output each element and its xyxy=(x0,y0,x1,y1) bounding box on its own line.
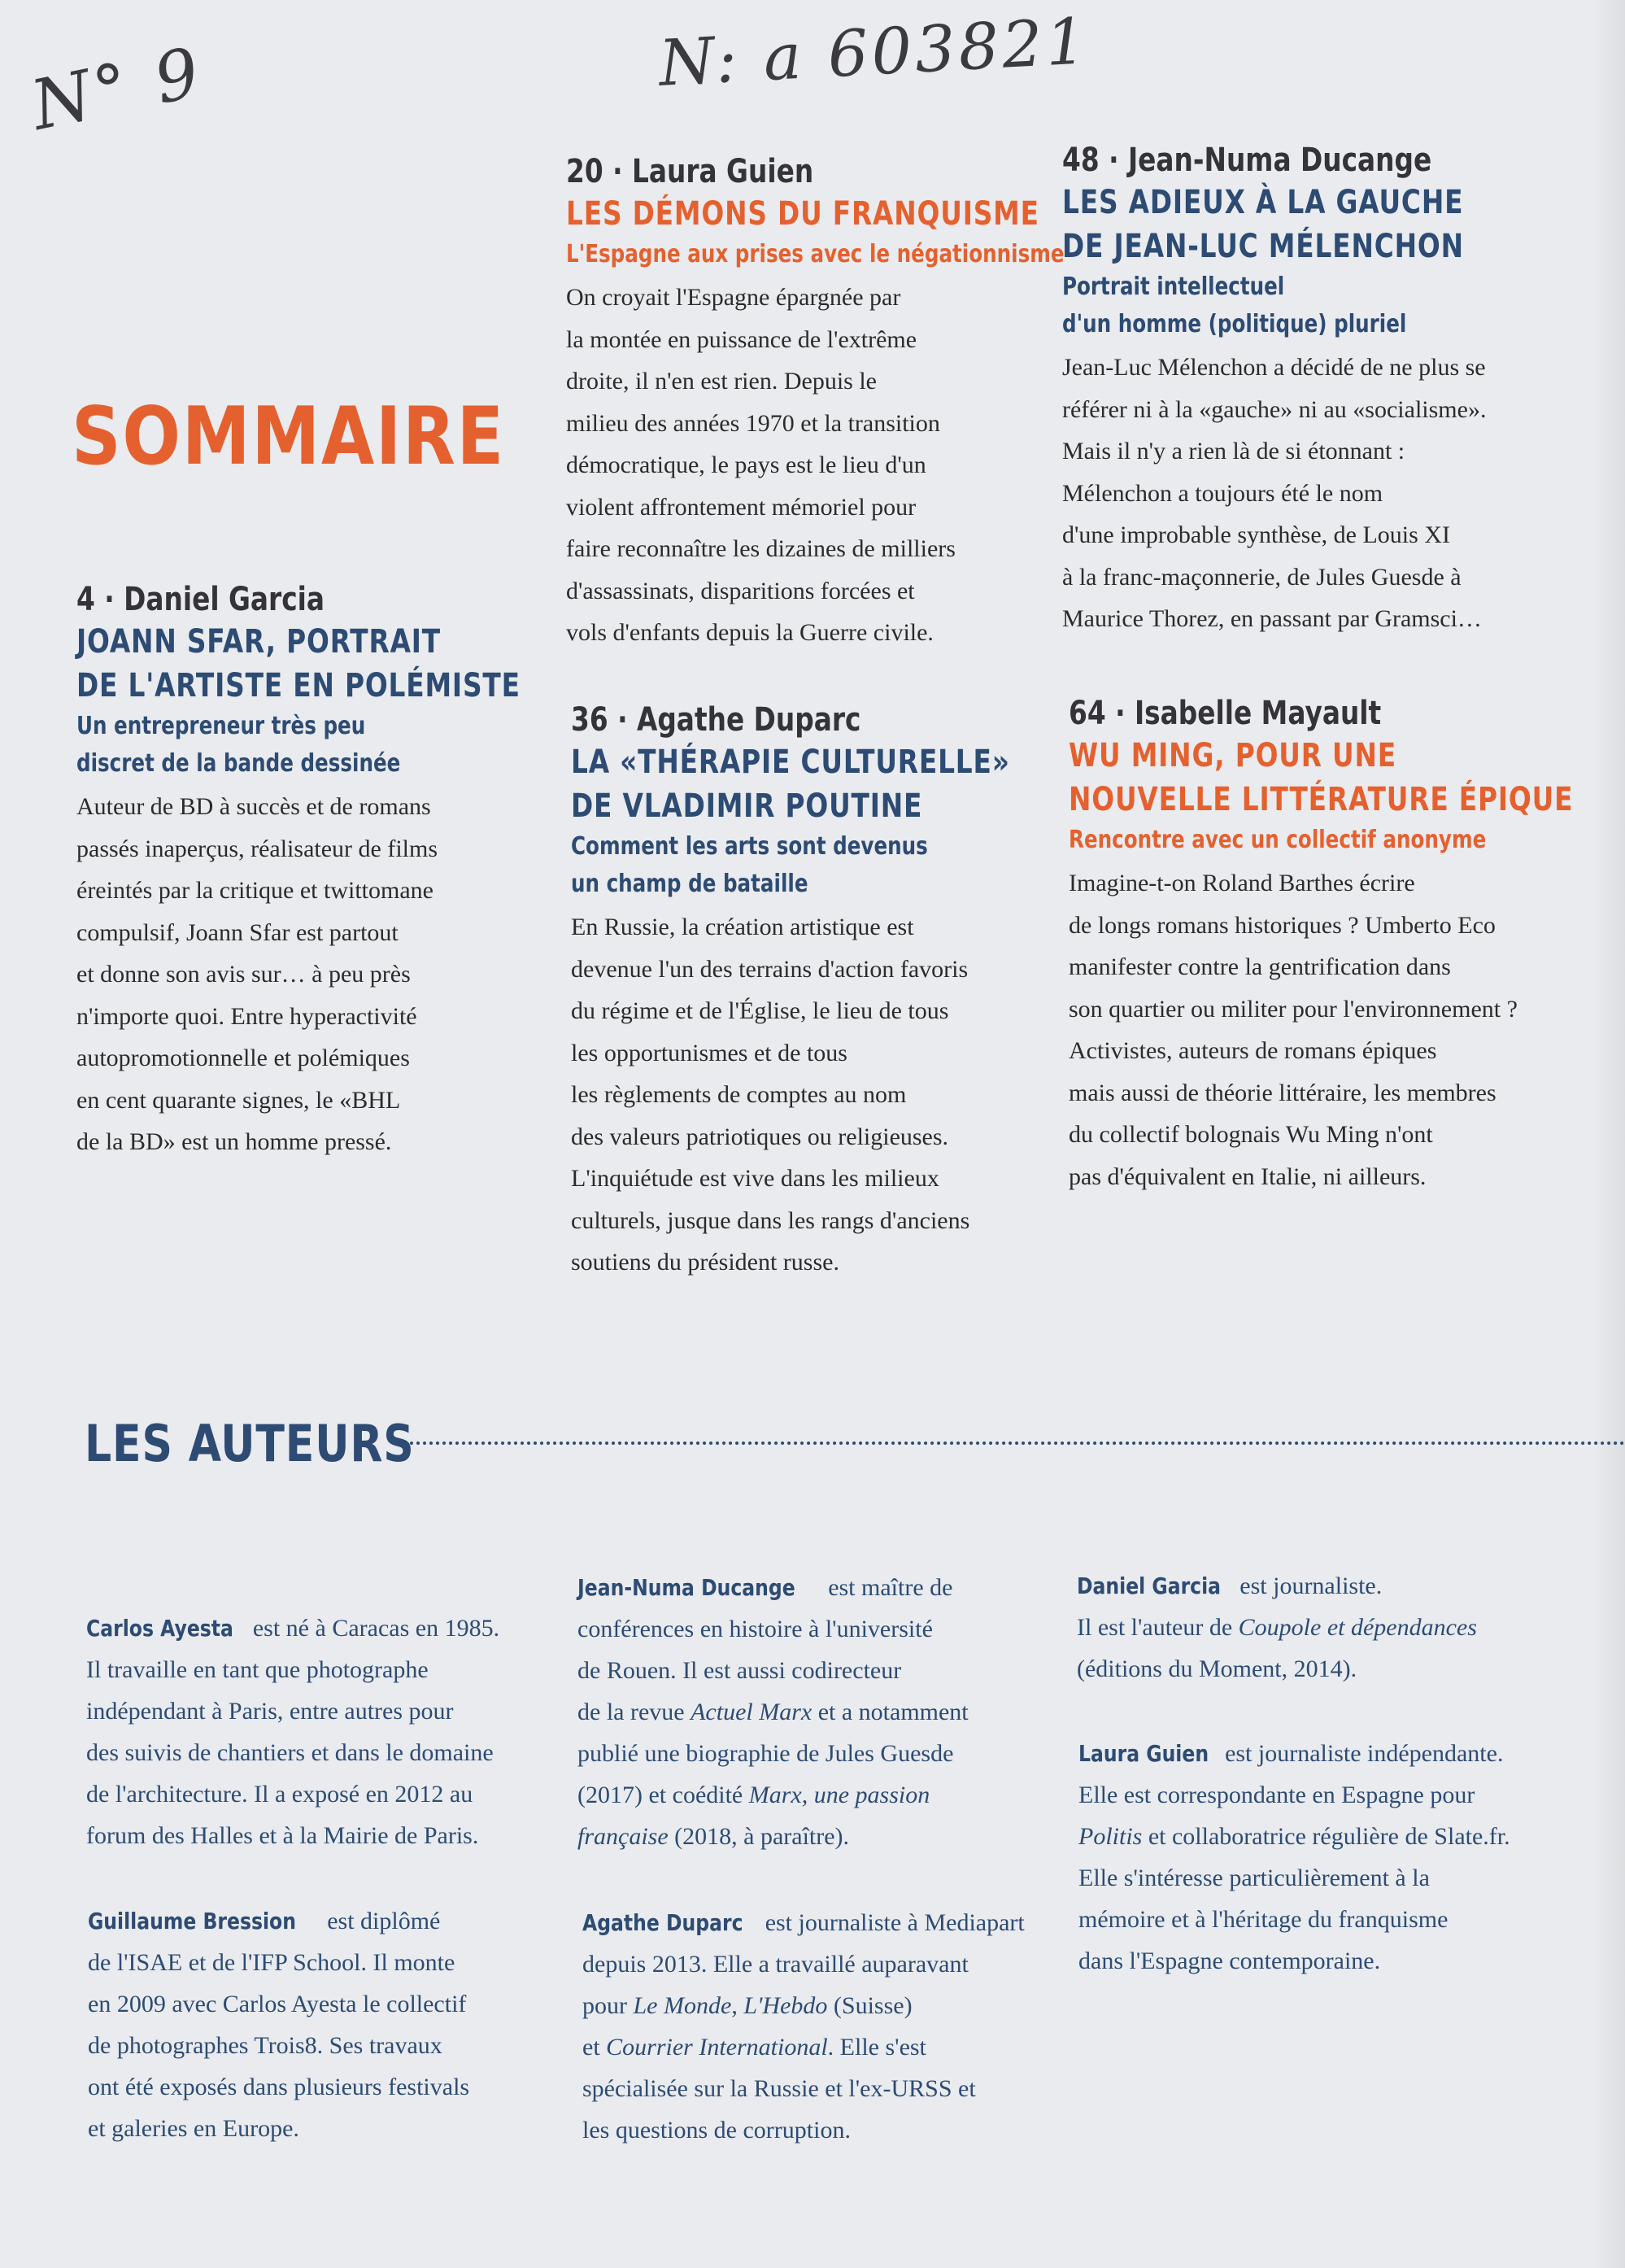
handwritten-reference: N: a 603821 xyxy=(657,5,1091,101)
article-byline: 20 · Laura Guien xyxy=(566,153,814,190)
article-subtitle: Portrait intellectuel d'un homme (politique) pluriel xyxy=(1062,273,1407,338)
article-entry[interactable] xyxy=(1062,140,1615,640)
article-body: Imagine-t-on Roland Barthes écrire de longs romans historiques ? Umberto Eco manifester contre la gentrification dans son quartier ou militer pour l'environnement ? Activistes, auteurs de romans épiques mais aussi de théorie littéraire, les membres du collectif bolognais Wu Ming n'ont pas d'équivalent en Italie, ni ailleurs. xyxy=(1069,870,1518,1190)
author-name: Carlos Ayesta xyxy=(86,1615,233,1642)
article-subtitle: L'Espagne aux prises avec le négationnisme xyxy=(566,240,1065,268)
article-body: Jean-Luc Mélenchon a décidé de ne plus se référer ni à la «gauche» ni au «socialisme». Mais il n'y a rien là de si étonnant : Mélenchon a toujours été le nom d'une improbable synthèse, de Louis XI à la franc-maçonnerie, de Jules Guesde à Maurice Thorez, en passant par Gramsci… xyxy=(1062,354,1487,632)
article-title[interactable]: LES DÉMONS DU FRANQUISME xyxy=(566,195,1039,233)
auteurs-title: LES AUTEURS xyxy=(85,1414,415,1473)
author-bio: Agathe Duparc est journaliste à Mediapart depuis 2013. Elle a travaillé auparavant pour Le Monde, L'Hebdo (Suisse) et Courrier International. Elle s'est spécialisée sur la Russie et l'ex-URSS et les questions de corruption. xyxy=(582,1902,1087,2151)
sommaire-title: SOMMAIRE xyxy=(72,390,505,483)
article-byline: 36 · Agathe Duparc xyxy=(571,701,861,739)
article-title[interactable]: LA «THÉRAPIE CULTURELLE» DE VLADIMIR POUTINE xyxy=(571,744,1010,825)
article-body: Auteur de BD à succès et de romans passés inaperçus, réalisateur de films éreintés par la critique et twittomane compulsif, Joann Sfar est partout et donne son avis sur… à peu près n'importe quoi. Entre hyperactivité autopromotionnelle et polémiques en cent quarante signes, le «BHL de la BD» est un homme pressé. xyxy=(76,793,438,1155)
author-bio: Guillaume Bression est diplômé de l'ISAE et de l'IFP School. Il monte en 2009 avec Carlos Ayesta le collectif de photographes Trois8. Ses travaux ont été exposés dans plusieurs festivals et galeries en Europe. xyxy=(88,1900,592,2149)
handwritten-issue-number: N° 9 xyxy=(24,32,210,146)
article-body: En Russie, la création artistique est devenue l'un des terrains d'action favoris du régime et de l'Église, le lieu de tous les opportunismes et de tous les règlements de comptes au nom des valeurs patriotiques ou religieuses. L'inquiétude est vive dans les milieux culturels, jusque dans les rangs d'anciens soutiens du président russe. xyxy=(571,914,970,1276)
article-subtitle: Comment les arts sont devenus un champ de bataille xyxy=(571,832,928,898)
article-entry[interactable] xyxy=(571,700,1059,1284)
author-name: Laura Guien xyxy=(1078,1740,1209,1767)
article-entry[interactable] xyxy=(566,151,1065,654)
author-bio: Laura Guien est journaliste indépendante. Elle est correspondante en Espagne pour Politis et collaboratrice régulière de Slate.fr. Elle s'intéresse particulièrement à la mémoire et à l'héritage du franquisme dans l'Espagne contemporaine. xyxy=(1078,1733,1583,1982)
article-body: On croyait l'Espagne épargnée par la montée en puissance de l'extrême droite, il n'en est rien. Depuis le milieu des années 1970 et la transition démocratique, le pays est le lieu d'un violent affrontement mémoriel pour faire reconnaître les dizaines de milliers d'assassinats, disparitions forcées et vols d'enfants depuis la Guerre civile. xyxy=(566,284,956,646)
article-byline: 4 · Daniel Garcia xyxy=(76,581,325,618)
author-name: Agathe Duparc xyxy=(582,1909,743,1936)
dotted-divider xyxy=(397,1441,1625,1445)
article-subtitle: Un entrepreneur très peu discret de la bande dessinée xyxy=(76,712,401,778)
article-title[interactable]: JOANN SFAR, PORTRAIT DE L'ARTISTE EN POLÉMISTE xyxy=(76,623,521,704)
author-name: Jean-Numa Ducange xyxy=(577,1574,795,1601)
article-title[interactable]: LES ADIEUX À LA GAUCHE DE JEAN-LUC MÉLENCHON xyxy=(1062,184,1464,265)
article-title[interactable]: WU MING, POUR UNE NOUVELLE LITTÉRATURE ÉPIQUE xyxy=(1069,737,1574,818)
author-name: Daniel Garcia xyxy=(1077,1572,1222,1599)
author-bio: Daniel Garcia est journaliste. Il est l'auteur de Coupole et dépendances (éditions du Moment, 2014). xyxy=(1077,1565,1581,1690)
article-entry[interactable] xyxy=(76,579,564,1163)
author-bio: Carlos Ayesta est né à Caracas en 1985. Il travaille en tant que photographe indépendant à Paris, entre autres pour des suivis de chantiers et dans le domaine de l'architecture. Il a exposé en 2012 au forum des Halles et à la Mairie de Paris. xyxy=(86,1607,590,1856)
article-byline: 64 · Isabelle Mayault xyxy=(1069,695,1382,732)
article-byline: 48 · Jean-Numa Ducange xyxy=(1062,142,1432,179)
article-entry[interactable] xyxy=(1069,693,1614,1197)
article-subtitle: Rencontre avec un collectif anonyme xyxy=(1069,826,1487,854)
author-bio: Jean-Numa Ducange est maître de conférences en histoire à l'université de Rouen. Il est aussi codirecteur de la revue Actuel Marx et a notamment publié une biographie de Jules Guesde (2017) et coédité Marx, une passion française (2018, à paraître). xyxy=(577,1567,1082,1857)
author-name: Guillaume Bression xyxy=(88,1908,296,1934)
